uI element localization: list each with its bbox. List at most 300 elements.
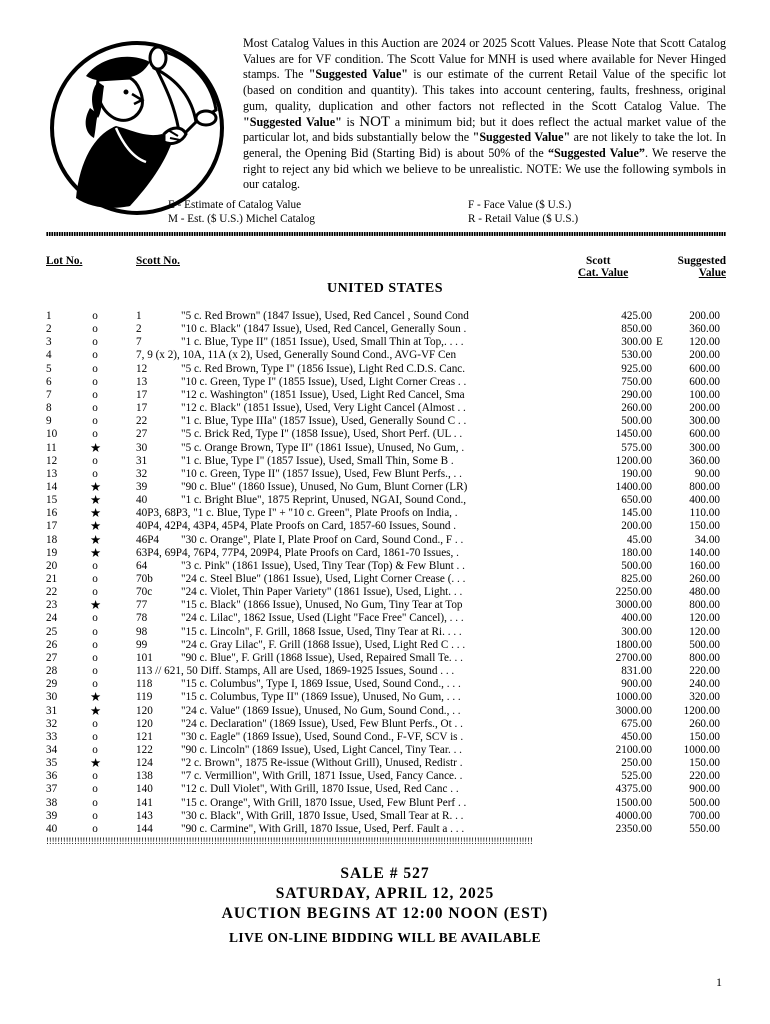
lot-number: 11 [46, 441, 57, 454]
scott-number: 144 [136, 822, 153, 835]
section-title: UNITED STATES [326, 281, 444, 296]
suggested-value: 150.00 [689, 520, 720, 533]
intro-text-1: Most Catalog Values in this Auction are 2024 or 2025 Scott Values. Please Note that Scott Catalog Values are for VF condition. The Scott Value for MNH is used where available for Never Hinged stamps. The [243, 36, 726, 82]
scott-number: 22 [136, 415, 148, 428]
catalog-value: 250.00 [621, 757, 652, 770]
suggested-value: 220.00 [689, 665, 720, 678]
lot-row [0, 376, 770, 389]
intro-text-5: are not likely to take the lot. In general, the Opening Bid (Starting Bid) is about 50% of the [243, 130, 726, 160]
scott-number: 101 [136, 651, 153, 664]
lot-number: 7 [46, 388, 52, 401]
catalog-value: 525.00 [621, 770, 652, 783]
lot-description: "30 c. Orange", Plate I, Plate Proof on Card, Sound Cond., F . . [181, 533, 464, 546]
suggested-value: 110.00 [689, 507, 720, 520]
lot-row [0, 402, 770, 415]
used-condition-symbol: o [92, 310, 98, 322]
suggested-value: 200.00 [689, 349, 720, 362]
lot-number: 34 [46, 743, 58, 756]
suggested-value: 400.00 [689, 494, 720, 507]
lot-description: "12 c. Dull Violet", With Grill, 1870 Issue, Used, Red Canc . . [181, 783, 459, 796]
catalog-value: 2350.00 [615, 822, 652, 835]
catalog-value: 925.00 [621, 362, 652, 375]
lot-description: "15 c. Columbus, Type II" (1869 Issue), Unused, No Gum, . . . [181, 691, 461, 704]
catalog-value: 45.00 [626, 533, 652, 546]
lot-description: "15 c. Orange", With Grill, 1870 Issue, Used, Few Blunt Perf . . [181, 796, 467, 809]
lot-row [0, 534, 770, 547]
scott-number: 138 [136, 770, 153, 783]
suggested-value: 900.00 [689, 783, 720, 796]
scott-number: 78 [136, 612, 148, 625]
suggested-value: 100.00 [689, 388, 720, 401]
suggested-value: 160.00 [689, 559, 720, 572]
suggested-value: 140.00 [689, 546, 720, 559]
catalog-value: 530.00 [621, 349, 652, 362]
used-condition-symbol: o [92, 796, 98, 809]
lot-row [0, 770, 770, 783]
suggested-value: 260.00 [689, 717, 720, 730]
exclamation-rule: !!!!!!!!!!!!!!!!!!!!!!!!!!!!!!!!!!!!!!!!!!!!!!!!!!!!!!!!!!!!!!!!!!!!!!!!!!!!!!!!!!!!!!!!!!!!!!!!!!!!!!!!!!!!!!!!!!!!!!!!!!!!!!!!!!!!!!!!!!!!!!!!!!!!!!!!!!!!!!!!!!!!!!!!!!!!!! [46, 837, 533, 846]
catalog-value: 1400.00 [615, 480, 652, 493]
scott-number: 17 [136, 402, 148, 415]
scott-number: 120 [136, 704, 153, 717]
used-condition-symbol: o [92, 638, 98, 651]
suggested-value: 120.00 [689, 612, 720, 625]
suggested-value: 500.00 [689, 796, 720, 809]
lot-row [0, 797, 770, 810]
lot-number: 22 [46, 586, 58, 599]
suggested-value: 1200.00 [683, 704, 720, 717]
catalog-value: 1500.00 [615, 796, 652, 809]
lot-number: 26 [46, 638, 58, 651]
lot-description: "24 c. Value" (1869 Issue), Unused, No Gum, Sound Cond., . . [181, 704, 461, 717]
scott-number: 32 [136, 467, 148, 480]
lot-number: 2 [46, 323, 52, 336]
lot-number: 33 [46, 730, 58, 743]
used-condition-symbol: o [92, 375, 98, 388]
suggested-value: 480.00 [689, 586, 720, 599]
lot-number: 4 [46, 349, 52, 362]
lot-row [0, 626, 770, 639]
legend-e: E - Estimate of Catalog Value [168, 199, 302, 211]
suggested-value: 90.00 [694, 467, 720, 480]
unused-star-icon: ★ [90, 545, 102, 560]
lot-description: 7, 9 (x 2), 10A, 11A (x 2), Used, Generally Sound Cond., AVG-VF Cen [136, 349, 457, 362]
lot-number: 39 [46, 809, 58, 822]
lot-row [0, 783, 770, 796]
scott-number: 31 [136, 454, 148, 467]
catalog-value: 290.00 [621, 388, 652, 401]
used-condition-symbol: o [92, 586, 98, 599]
lot-row [0, 507, 770, 520]
used-condition-symbol: o [92, 428, 98, 441]
used-condition-symbol: o [92, 323, 98, 336]
suggested-value: 220.00 [689, 770, 720, 783]
catalog-value: 425.00 [621, 310, 652, 322]
lot-number: 15 [46, 494, 58, 507]
lot-description: "24 c. Declaration" (1869 Issue), Used, Few Blunt Perfs., Ot . . [181, 717, 463, 730]
lot-row [0, 481, 770, 494]
lot-row [0, 442, 770, 455]
lot-description: "15 c. Lincoln", F. Grill, 1868 Issue, Used, Tiny Tear at Ri. . . . [181, 625, 462, 638]
catalog-value: 4375.00 [615, 783, 652, 796]
catalog-value: 300.00 [621, 625, 652, 638]
suggested-value-term-1: "Suggested Value" [308, 67, 409, 82]
scott-number: 70c [136, 586, 153, 599]
used-condition-symbol: o [92, 415, 98, 428]
lot-row [0, 599, 770, 612]
catalog-value: 1000.00 [615, 691, 652, 704]
suggested-value-term-3: "Suggested Value" [472, 130, 571, 145]
catalog-value: 675.00 [621, 717, 652, 730]
scott-number: 143 [136, 809, 153, 822]
lot-description: "5 c. Red Brown, Type I" (1856 Issue), Light Red C.D.S. Canc. [181, 362, 466, 375]
lot-description: 63P4, 69P4, 76P4, 77P4, 209P4, Plate Proofs on Card, 1861-70 Issues, . [136, 546, 459, 559]
suggested-value: 700.00 [689, 809, 720, 822]
live-bidding-notice: LIVE ON-LINE BIDDING WILL BE AVAILABLE [229, 930, 541, 945]
lot-number: 30 [46, 691, 58, 704]
man-reading-scroll-logo-icon [46, 38, 228, 218]
catalog-value: 650.00 [621, 494, 652, 507]
scott-number: 2 [136, 323, 142, 336]
scott-number: 30 [136, 441, 148, 454]
catalog-value: 900.00 [621, 678, 652, 691]
dotted-rule-top [46, 232, 726, 236]
lot-row [0, 823, 770, 836]
lot-number: 14 [46, 480, 58, 493]
scott-number: 120 [136, 717, 153, 730]
scott-number: 119 [136, 691, 153, 704]
catalog-value: 3000.00 [615, 704, 652, 717]
lot-row [0, 757, 770, 770]
scott-number: 27 [136, 428, 148, 441]
used-condition-symbol: o [92, 573, 98, 585]
suggested-value-term-4: “Suggested Value” [547, 145, 645, 160]
lot-description: "10 c. Green, Type II" (1857 Issue), Used, Few Blunt Perfs., . . [181, 467, 462, 480]
lot-row [0, 612, 770, 625]
scott-number: 77 [136, 599, 148, 612]
lot-number: 3 [46, 336, 52, 349]
suggested-value-term-2: "Suggested Value" [243, 114, 342, 129]
lot-number: 35 [46, 757, 58, 770]
used-condition-symbol: o [92, 730, 98, 743]
not-emphasis: NOT [359, 113, 391, 130]
lot-description: "30 c. Eagle" (1869 Issue), Used, Sound Cond., F-VF, SCV is . [181, 730, 464, 743]
suggested-value: 120.00 [689, 336, 720, 349]
lot-row [0, 652, 770, 665]
lot-number: 16 [46, 507, 58, 520]
used-condition-symbol: o [92, 612, 98, 625]
lot-row [0, 705, 770, 718]
lot-description: "90 c. Blue" (1860 Issue), Unused, No Gum, Blunt Corner (LR) [181, 480, 468, 493]
catalog-value: 400.00 [621, 612, 652, 625]
suggested-value: 240.00 [689, 678, 720, 691]
lot-number: 23 [46, 599, 58, 612]
lot-row [0, 665, 770, 678]
lot-row [0, 415, 770, 428]
lot-description: "3 c. Pink" (1861 Issue), Used, Tiny Tear (Top) & Few Blunt . . [181, 559, 465, 572]
suggested-value: 150.00 [689, 757, 720, 770]
scott-number: 1 [136, 310, 142, 322]
lot-row [0, 455, 770, 468]
used-condition-symbol: o [92, 362, 98, 375]
lot-number: 25 [46, 625, 58, 638]
lot-description: "1 c. Blue, Type I" (1857 Issue), Used, Small Thin, Some B . [181, 454, 454, 467]
used-condition-symbol: o [92, 349, 98, 362]
lot-row [0, 468, 770, 481]
lot-number: 9 [46, 415, 52, 428]
used-condition-symbol: o [92, 454, 98, 467]
lot-number: 32 [46, 717, 58, 730]
lot-number: 29 [46, 678, 58, 691]
lot-description: "10 c. Green, Type I" (1855 Issue), Used, Light Corner Creas . . [181, 375, 467, 388]
used-condition-symbol: o [92, 717, 98, 730]
suggested-value: 120.00 [689, 625, 720, 638]
scott-number: 7 [136, 336, 142, 349]
header-value: Value [698, 267, 726, 279]
sale-number: SALE # 527 [340, 865, 430, 882]
lot-row [0, 349, 770, 362]
lot-number: 27 [46, 651, 58, 664]
catalog-value: 2700.00 [615, 651, 652, 664]
unused-star-icon: ★ [90, 440, 102, 455]
catalog-value: 3000.00 [615, 599, 652, 612]
lot-number: 24 [46, 612, 58, 625]
intro-text-3: is [341, 114, 360, 129]
suggested-value: 360.00 [689, 323, 720, 336]
catalog-value: 831.00 [621, 665, 652, 678]
lot-number: 10 [46, 428, 58, 441]
unused-star-icon: ★ [90, 532, 102, 547]
lot-number: 28 [46, 665, 58, 678]
lot-row [0, 639, 770, 652]
lot-description: "12 c. Washington" (1851 Issue), Used, Light Red Cancel, Sma [181, 388, 465, 401]
suggested-value: 300.00 [689, 441, 720, 454]
suggested-value: 150.00 [689, 730, 720, 743]
used-condition-symbol: o [92, 625, 98, 638]
unused-star-icon: ★ [90, 756, 102, 771]
lot-row [0, 718, 770, 731]
lot-number: 13 [46, 467, 58, 480]
used-condition-symbol: o [92, 678, 98, 691]
suggested-value: 320.00 [689, 691, 720, 704]
header-suggested: Suggested [677, 255, 726, 267]
catalog-value: 1200.00 [615, 454, 652, 467]
lot-row [0, 389, 770, 402]
suggested-value: 800.00 [689, 651, 720, 664]
scott-number: 12 [136, 362, 148, 375]
suggested-value: 360.00 [689, 454, 720, 467]
catalog-value: 1800.00 [615, 638, 652, 651]
lot-description: "15 c. Black" (1866 Issue), Unused, No Gum, Tiny Tear at Top [181, 599, 463, 612]
lot-row [0, 428, 770, 441]
lot-row [0, 336, 770, 349]
lot-description: "15 c. Columbus", Type I, 1869 Issue, Used, Sound Cond., . . . [181, 678, 461, 691]
sale-date: SATURDAY, APRIL 12, 2025 [275, 885, 495, 902]
lot-description: 113 // 621, 50 Diff. Stamps, All are Used, 1869-1925 Issues, Sound . . . [136, 665, 455, 678]
used-condition-symbol: o [92, 402, 98, 415]
lot-description: "2 c. Brown", 1875 Re-issue (Without Grill), Unused, Redistr . [181, 757, 463, 770]
suggested-value: 550.00 [689, 822, 720, 835]
intro-text-2: is our estimate of the current Retail Value of the specific lot (based on condition and quantity). This takes into account centering, faults, freshness, original gum, quality, duplication and other factors not reflected in the Scott Catalog Value. The [243, 67, 726, 113]
suggested-value: 34.00 [694, 533, 720, 546]
lot-number: 18 [46, 533, 58, 546]
used-condition-symbol: o [92, 559, 98, 572]
unused-star-icon: ★ [90, 479, 102, 494]
lot-number: 20 [46, 559, 58, 572]
lot-description: "1 c. Bright Blue", 1875 Reprint, Unused, NGAI, Sound Cond., [181, 494, 467, 507]
legend-f: F - Face Value ($ U.S.) [468, 199, 572, 211]
lot-description: "24 c. Gray Lilac", F. Grill (1868 Issue), Used, Light Red C . . . [181, 638, 466, 651]
used-condition-symbol: o [92, 651, 98, 664]
catalog-value: 300.00 [621, 336, 652, 349]
scott-number: 121 [136, 730, 153, 743]
lot-description: "24 c. Lilac", 1862 Issue, Used (Light "Face Free" Cancel), . . . [181, 612, 464, 625]
intro-paragraph [243, 36, 726, 193]
lot-number: 8 [46, 402, 52, 415]
used-condition-symbol: o [92, 665, 98, 678]
lot-description: "5 c. Brick Red, Type I" (1858 Issue), Used, Short Perf. (UL . . [181, 428, 463, 441]
catalog-value: 145.00 [621, 507, 652, 520]
catalog-value: 850.00 [621, 323, 652, 336]
scott-number: 118 [136, 678, 153, 691]
scott-number: 99 [136, 638, 148, 651]
scott-number: 13 [136, 375, 148, 388]
unused-star-icon: ★ [90, 598, 102, 613]
header-scott-no: Scott No. [136, 255, 180, 267]
suggested-value: 200.00 [689, 402, 720, 415]
lot-description: "10 c. Black" (1847 Issue), Used, Red Cancel, Generally Soun . [181, 323, 467, 336]
lot-description: "5 c. Red Brown" (1847 Issue), Used, Red Cancel , Sound Cond [181, 310, 469, 322]
lot-row [0, 547, 770, 560]
lot-row [0, 810, 770, 823]
suggested-value: 800.00 [689, 599, 720, 612]
lot-description: "12 c. Black" (1851 Issue), Used, Very Light Cancel (Almost . . [181, 402, 466, 415]
lot-row [0, 731, 770, 744]
lot-number: 37 [46, 783, 58, 796]
lot-number: 6 [46, 375, 52, 388]
header-lot-no: Lot No. [46, 255, 83, 267]
lot-row [0, 691, 770, 704]
scott-number: 46P4 [136, 533, 160, 546]
scott-number: 40 [136, 494, 148, 507]
lot-description: "5 c. Orange Brown, Type II" (1861 Issue), Unused, No Gum, . [181, 441, 465, 454]
catalog-value: 575.00 [621, 441, 652, 454]
scott-number: 141 [136, 796, 153, 809]
used-condition-symbol: o [92, 743, 98, 756]
lot-number: 40 [46, 822, 58, 835]
suggested-value: 200.00 [689, 310, 720, 322]
suggested-value: 300.00 [689, 415, 720, 428]
suggested-value: 500.00 [689, 638, 720, 651]
lot-description: "90 c. Carmine", With Grill, 1870 Issue, Used, Perf. Fault a . . . [181, 822, 465, 835]
scott-number: 140 [136, 783, 153, 796]
intro-text-4: a minimum bid; but it does reflect the actual market value of the particular lot, and bids substantially below the [243, 114, 726, 145]
catalog-value: 2100.00 [615, 743, 652, 756]
lot-description: 40P3, 68P3, "1 c. Blue, Type I" + "10 c. Green", Plate Proofs on India, . [136, 507, 458, 520]
intro-text-6: . We reserve the right to reject any bid which we believe to be unrealistic. NOTE: We use the following symbols in our catalog. [243, 145, 726, 192]
catalog-value: 500.00 [621, 415, 652, 428]
legend-m: M - Est. ($ U.S.) Michel Catalog [168, 213, 315, 225]
lot-description: 40P4, 42P4, 43P4, 45P4, Plate Proofs on Card, 1857-60 Issues, Sound . [136, 520, 457, 533]
legend-r: R - Retail Value ($ U.S.) [468, 213, 579, 225]
lot-description: "90 c. Lincoln" (1869 Issue), Used, Light Cancel, Tiny Tear. . . [181, 743, 462, 756]
suggested-value: 600.00 [689, 375, 720, 388]
scott-number: 39 [136, 480, 148, 493]
unused-star-icon: ★ [90, 519, 102, 534]
lot-row [0, 573, 770, 586]
lot-description: "24 c. Steel Blue" (1861 Issue), Used, Light Corner Crease (. . . [181, 573, 466, 585]
suggested-value: 800.00 [689, 480, 720, 493]
catalog-value: 750.00 [621, 375, 652, 388]
scott-number: 64 [136, 559, 148, 572]
lot-row [0, 678, 770, 691]
auction-start-time: AUCTION BEGINS AT 12:00 NOON (EST) [221, 905, 549, 922]
scott-number: 17 [136, 388, 148, 401]
lot-row [0, 586, 770, 599]
lot-row [0, 520, 770, 533]
catalog-value: 260.00 [621, 402, 652, 415]
catalog-value: 2250.00 [615, 586, 652, 599]
catalog-value: 190.00 [621, 467, 652, 480]
used-condition-symbol: o [92, 822, 98, 835]
estimate-flag: E [656, 336, 663, 349]
lot-row [0, 310, 770, 323]
lot-number: 19 [46, 546, 58, 559]
lot-number: 17 [46, 520, 58, 533]
suggested-value: 260.00 [689, 573, 720, 585]
used-condition-symbol: o [92, 467, 98, 480]
lot-description: "90 c. Blue", F. Grill (1868 Issue), Used, Repaired Small Te. . . [181, 651, 463, 664]
lot-number: 5 [46, 362, 52, 375]
catalog-value: 4000.00 [615, 809, 652, 822]
header-scott: Scott [586, 255, 611, 267]
used-condition-symbol: o [92, 770, 98, 783]
unused-star-icon: ★ [90, 506, 102, 521]
used-condition-symbol: o [92, 809, 98, 822]
lot-number: 12 [46, 454, 58, 467]
scott-number: 122 [136, 743, 153, 756]
catalog-value: 500.00 [621, 559, 652, 572]
page-number: 1 [716, 975, 722, 989]
suggested-value: 600.00 [689, 428, 720, 441]
lot-description: "1 c. Blue, Type II" (1851 Issue), Used, Small Thin at Top,. . . . [181, 336, 464, 349]
catalog-value: 450.00 [621, 730, 652, 743]
unused-star-icon: ★ [90, 493, 102, 508]
unused-star-icon: ★ [90, 703, 102, 718]
lot-description: "1 c. Blue, Type IIIa" (1857 Issue), Used, Generally Sound C . . [181, 415, 467, 428]
scott-number: 124 [136, 757, 153, 770]
used-condition-symbol: o [92, 336, 98, 349]
catalog-value: 180.00 [621, 546, 652, 559]
unused-star-icon: ★ [90, 690, 102, 705]
lot-description: "24 c. Violet, Thin Paper Variety" (1861 Issue), Used, Light. . . [181, 586, 463, 599]
used-condition-symbol: o [92, 783, 98, 796]
scott-number: 98 [136, 625, 148, 638]
used-condition-symbol: o [92, 388, 98, 401]
lot-row [0, 323, 770, 336]
header-cat-value: Cat. Value [578, 267, 629, 279]
lot-description: "7 c. Vermillion", With Grill, 1871 Issue, Used, Fancy Cance. . [181, 770, 463, 783]
catalog-value: 200.00 [621, 520, 652, 533]
catalog-value: 825.00 [621, 573, 652, 585]
lot-number: 21 [46, 573, 58, 585]
scott-number: 70b [136, 573, 153, 585]
lot-row [0, 363, 770, 376]
lot-row [0, 744, 770, 757]
lot-number: 36 [46, 770, 58, 783]
lot-number: 31 [46, 704, 58, 717]
catalog-value: 1450.00 [615, 428, 652, 441]
